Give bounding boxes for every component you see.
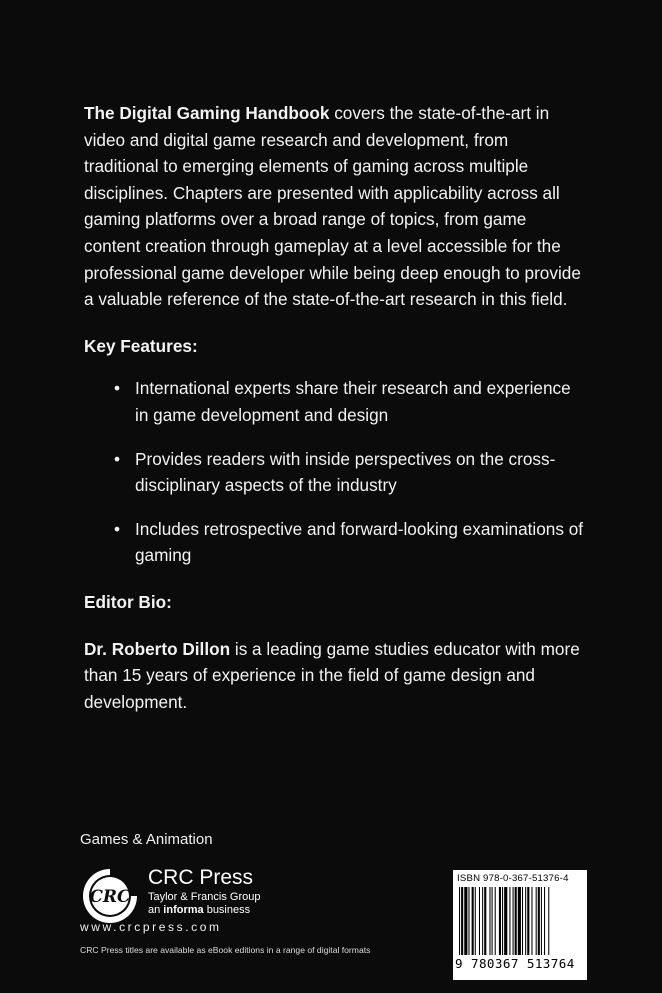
barcode-bar [541, 887, 542, 955]
business-prefix: an [148, 904, 164, 916]
crc-logo-icon [80, 866, 140, 926]
barcode-bar [513, 887, 514, 955]
barcode-bar [544, 887, 545, 955]
barcode-bar [515, 887, 517, 955]
editor-bio-text: is a leading game studies educator with more than 15 years of experience in the field of game design and development. [84, 638, 580, 712]
publisher-url: www.crcpress.com [80, 920, 222, 934]
barcode-bar [459, 887, 460, 955]
barcode-bar [468, 887, 469, 955]
barcode-bar [538, 887, 540, 955]
book-description [84, 100, 584, 313]
publisher-group: Taylor & Francis Group [148, 891, 261, 903]
barcode-bar [548, 887, 549, 955]
feature-text: Includes retrospective and forward-looking examinations of gaming [135, 518, 584, 566]
feature-text: International experts share their research and experience in game development and design [135, 378, 571, 425]
isbn-label: ISBN 978-0-367-51376-4 [457, 873, 569, 884]
back-cover-content [84, 100, 584, 715]
barcode-bar [525, 887, 526, 955]
barcode-bars-icon [459, 887, 581, 955]
barcode-bar [495, 887, 496, 955]
barcode-bar [479, 887, 480, 955]
publisher-business [148, 904, 260, 917]
isbn-barcode [453, 870, 587, 980]
feature-item [84, 446, 584, 499]
barcode-bar [499, 887, 501, 955]
barcode-bar [464, 887, 467, 955]
publisher-name: CRC Press [148, 866, 254, 889]
description-text: covers the state-of-the-art in video and digital game research and development, from traditional to emerging elements of gaming across multiple disciplines. Chapters are presented with applicability across all gaming platforms over a broad range of topics, from game content creation through gameplay at a level accessible for the professional game developer while being deep enough to provide a valuable reference of the state-of-the-art research in this field. [84, 103, 581, 310]
business-suffix: business [203, 904, 251, 916]
ebook-note: CRC Press titles are available as eBook editions in a range of digital formats [80, 945, 371, 955]
key-features-list [84, 375, 584, 569]
barcode-digits: 9 780367 513764 [455, 956, 575, 971]
business-brand: informa [163, 904, 204, 916]
feature-item [84, 375, 584, 428]
barcode-bar [522, 887, 523, 955]
barcode-bar [531, 887, 532, 955]
barcode-bar [489, 887, 490, 955]
bullet-icon: • [114, 518, 121, 539]
barcode-bar [484, 887, 486, 955]
editor-name: Dr. Roberto Dillon [84, 638, 231, 659]
editor-bio-heading: Editor Bio: [84, 591, 172, 612]
editor-bio [84, 636, 584, 716]
feature-text: Provides readers with inside perspectives on the cross-disciplinary aspects of the industry [135, 448, 556, 496]
publisher-block [148, 866, 260, 917]
barcode-bar [461, 887, 463, 955]
barcode-bar [475, 887, 476, 955]
barcode-bar [536, 887, 537, 955]
barcode-bar [502, 887, 503, 955]
barcode-bar [518, 887, 521, 955]
key-features-heading: Key Features: [84, 335, 198, 356]
barcode-bar [509, 887, 510, 955]
barcode-bar [527, 887, 529, 955]
barcode-bar [482, 887, 483, 955]
bullet-icon: • [114, 448, 121, 469]
feature-item [84, 516, 584, 569]
logo-text: CRC [89, 887, 131, 907]
barcode-bar [492, 887, 493, 955]
series-label: Games & Animation [80, 831, 213, 848]
book-title: The Digital Gaming Handbook [84, 103, 330, 123]
bullet-icon: • [114, 378, 121, 399]
barcode-bar [504, 887, 507, 955]
barcode-bar [472, 887, 474, 955]
